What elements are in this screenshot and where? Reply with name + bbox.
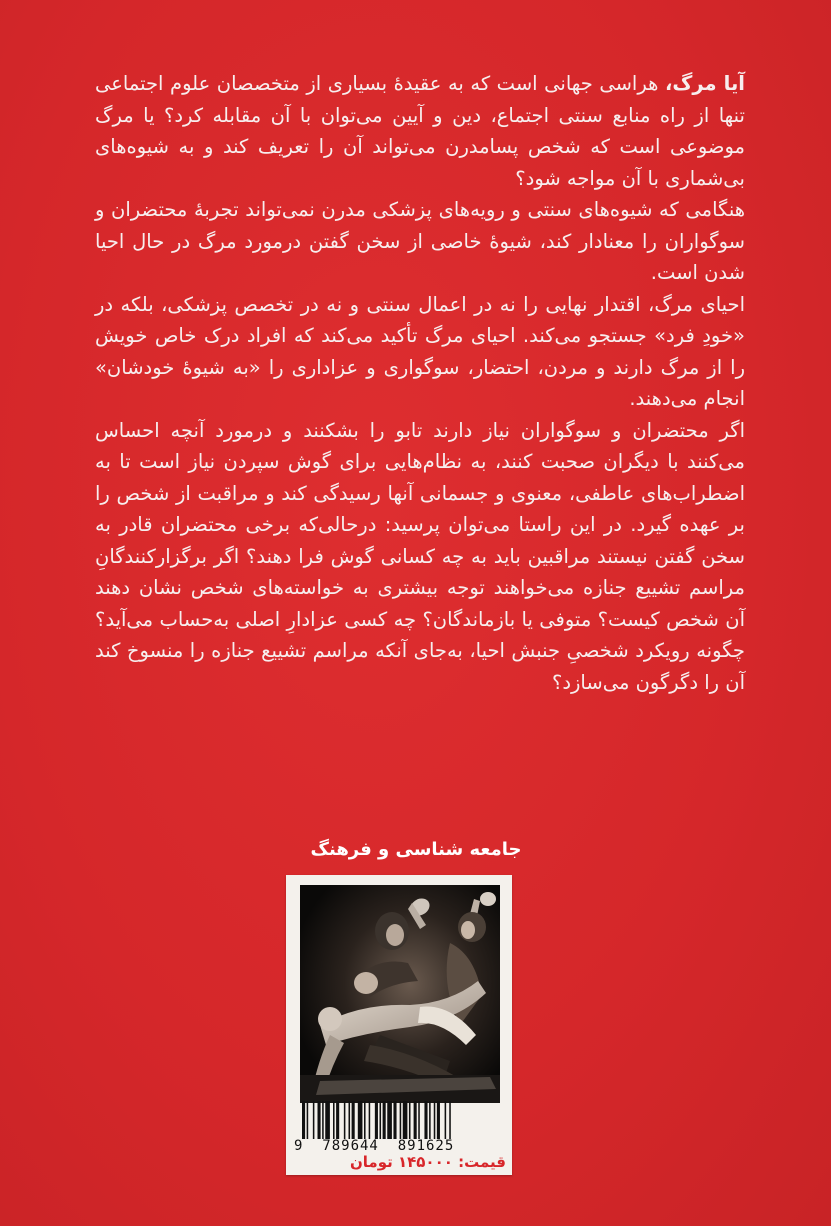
barcode-bar <box>429 1101 431 1139</box>
cover-painting <box>300 885 500 1103</box>
barcode-bar <box>418 1101 420 1139</box>
blurb-text <box>95 68 745 698</box>
barcode-bar <box>369 1101 371 1139</box>
barcode-bar <box>445 1101 447 1139</box>
barcode-bar <box>424 1101 427 1139</box>
barcode-bars <box>294 1101 506 1139</box>
barcode-bar <box>349 1101 351 1139</box>
barcode-bar <box>400 1101 402 1139</box>
isbn-digits: 9 789644 891625 <box>294 1138 455 1154</box>
barcode-bar <box>302 1101 305 1139</box>
barcode-bar <box>437 1101 440 1139</box>
barcode-bar <box>364 1101 366 1139</box>
barcode-bar <box>352 1101 355 1139</box>
blurb-paragraph-3: احیای مرگ، اقتدار نهایی را نه در اعمال سنتی و نه در تخصص پزشکی، بلکه در «خودِ فرد» جستجو می‌کند. احیای مرگ تأکید می‌کند که افراد درک خاص خویش را از مرگ دارند و مردن، احتضار، سوگواری و عزاداری را «به شیوهٔ خودشان» انجام می‌دهند. <box>95 292 745 410</box>
barcode-bar <box>414 1101 417 1139</box>
barcode-bar <box>449 1101 451 1139</box>
barcode-bar <box>387 1101 392 1139</box>
painting-illustration <box>300 885 500 1103</box>
blurb-paragraph-4: اگر محتضران و سوگواران نیاز دارند تابو را بشکنند و درمورد آنچه احساس می‌کنند با دیگران صحبت کنند، به نظام‌هایی برای گوش سپردن نیاز است تا به اضطراب‌های عاطفی، معنوی و جسمانی آنها رسیدگی کند و مراقبت از شخص را بر عهده گیرد. در این راستا می‌توان پرسید: درحالی‌که برخی محتضران قادر به سخن گفتن نیستند مراقبین باید به چه کسانی گوش فرا دهند؟ اگر برگزارکنندگانِ مراسم تشییع جنازه می‌خواهند توجه بیشتری به خواسته‌های شخص نشان دهند آن شخص کیست؟ متوفی یا بازماندگان؟ چه کسی عزادارِ اصلی به‌حساب می‌آید؟ چگونه رویکرد شخصیِ جنبش احیا، به‌جای آنکه مراسم تشییع جنازه را منسوخ کند آن را دگرگون می‌سازد؟ <box>95 418 745 694</box>
barcode <box>294 1101 506 1139</box>
barcode-bar <box>307 1101 309 1139</box>
blurb-lead-phrase: آیا مرگ، <box>664 72 745 95</box>
barcode-bar <box>383 1101 386 1139</box>
barcode-bar <box>336 1101 339 1139</box>
barcode-bar <box>380 1101 382 1139</box>
price-label: قیمت: ۱۴۵۰۰۰ تومان <box>349 1153 506 1171</box>
barcode-bar <box>318 1101 321 1139</box>
blurb-paragraph-1 <box>95 68 745 194</box>
barcode-bar <box>434 1101 436 1139</box>
barcode-bar <box>375 1101 378 1139</box>
price-sticker <box>286 875 512 1175</box>
blurb-paragraph-2: هنگامی که شیوه‌های سنتی و رویه‌های پزشکی مدرن نمی‌تواند تجربهٔ محتضران و سوگواران را معنادار کند، شیوهٔ خاصی از سخن گفتن درمورد مرگ در حال احیا شدن است. <box>95 198 745 284</box>
barcode-bar <box>322 1101 324 1139</box>
barcode-bar <box>393 1101 396 1139</box>
barcode-bar <box>403 1101 408 1139</box>
barcode-bar <box>358 1101 363 1139</box>
barcode-bar <box>313 1101 315 1139</box>
barcode-bar <box>325 1101 330 1139</box>
barcode-bar <box>344 1101 346 1139</box>
series-label: جامعه شناسی و فرهنگ <box>310 839 522 860</box>
blurb-paragraph-1-body: هراسی جهانی است که به عقیدهٔ بسیاری از متخصصان علوم اجتماعی تنها از راه منابع سنتی اجتماع، دین و آیین می‌توان با آن مقابله کرد؟ یا مرگ موضوعی است که شخص پسامدرن می‌تواند آن را تعریف کند و به شیوه‌های بی‌شماری با آن مواجه شود؟ <box>95 72 745 190</box>
barcode-bar <box>333 1101 335 1139</box>
barcode-bar <box>409 1101 411 1139</box>
